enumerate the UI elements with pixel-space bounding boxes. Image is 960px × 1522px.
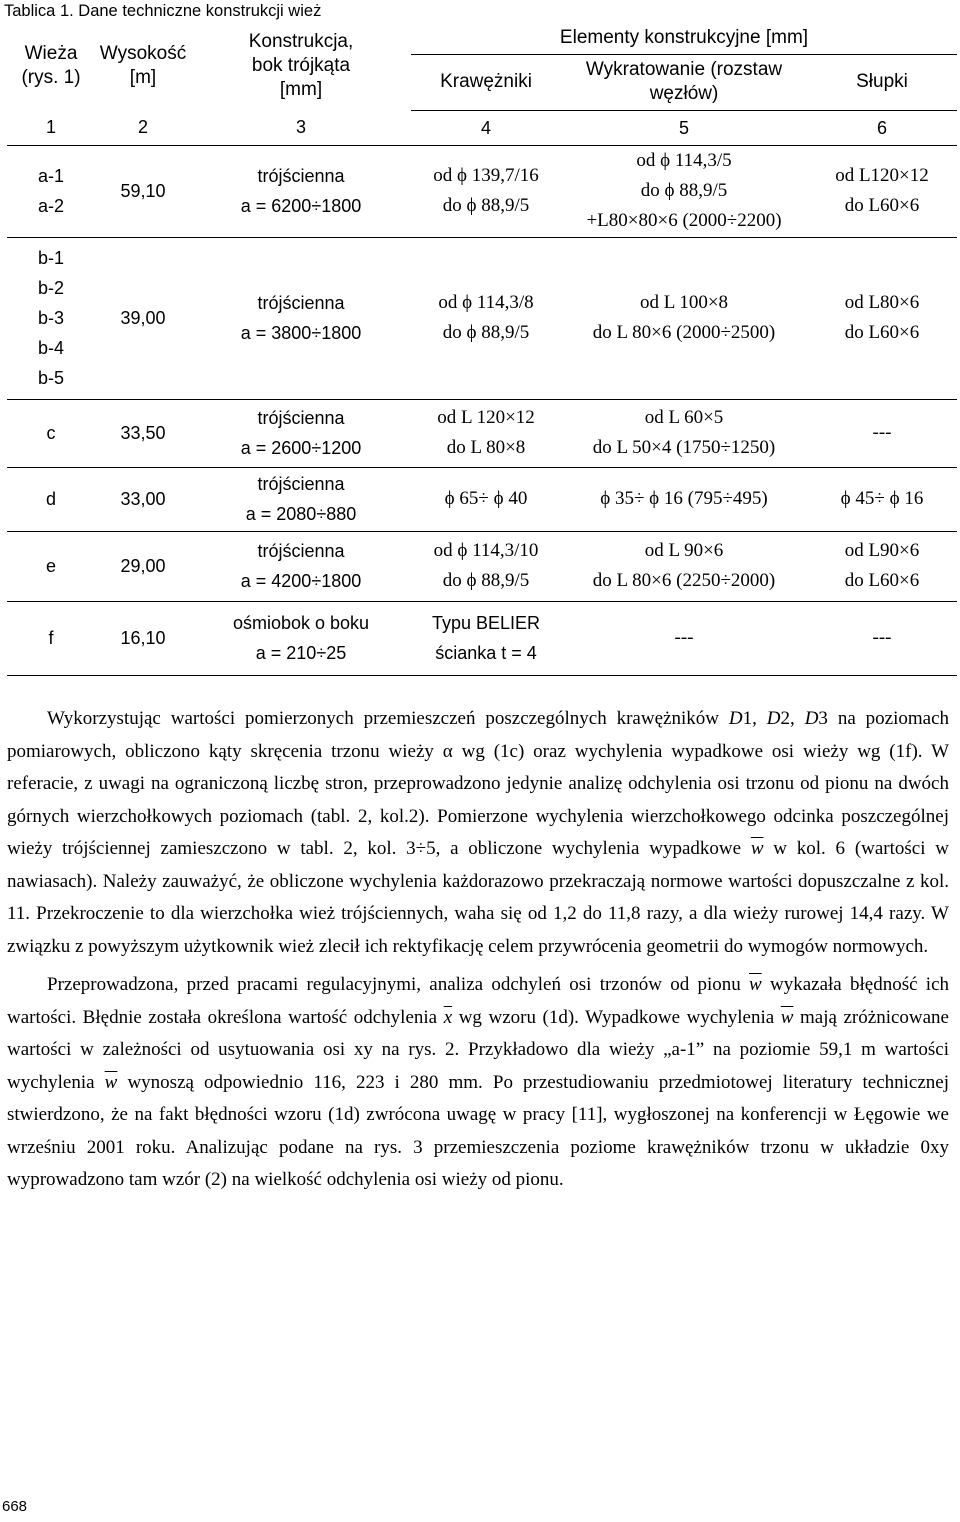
body-text <box>7 703 949 1197</box>
cell-tower: a-1 a-2 <box>7 145 95 237</box>
cell-height: 16,10 <box>95 601 191 675</box>
symbol-w: $\overline{w}$ <box>750 838 764 859</box>
symbol-w: $\overline{w}$ <box>749 974 762 995</box>
cell-lattice: --- <box>561 601 807 675</box>
col-number: 4 <box>411 110 561 145</box>
col-number: 2 <box>95 110 191 145</box>
cell-height: 39,00 <box>95 237 191 399</box>
paragraph-1: Wykorzystując wartości pomierzonych przemieszczeń poszczególnych krawężników D1, D2, D3 na poziomach pomiarowych, obliczono kąty skręcenia trzonu wieży α wg (1c) oraz wychylenia wypadkowe osi wieży wg (1f). W referacie, z uwagi na ograniczoną liczbę stron, przeprowadzono jedynie analizę odchylenia osi trzonu od pionu na dwóch górnych wierzchołkowych poziomach (tabl. 2, kol.2). Pomierzone wychylenia wierzchołkowego odcinka poszczególnej wieży trójściennej zamieszczono w tabl. 2, kol. 3÷5, a obliczone wychylenia wypadkowe $\overline{w}$ w kol. 6 (wartości w nawiasach). Należy zauważyć, że obliczone wychylenia każdorazowo przekraczają normowe wartości dopuszczalne z kol. 11. Przekroczenie to dla wierzchołka wież trójściennych, waha się od 1,2 do 11,8 razy, a dla wieży rurowej 14,4 razy. W związku z powyższym użytkownik wież zlecił ich rektyfikację celem przywrócenia geometrii do wymogów normowych. <box>7 708 950 957</box>
cell-posts: od L90×6 do L60×6 <box>807 531 957 601</box>
cell-height: 33,50 <box>95 399 191 467</box>
header-construction: Konstrukcja, bok trójkąta [mm] <box>248 31 354 100</box>
cell-posts: od L120×12 do L60×6 <box>807 145 957 237</box>
cell-height: 29,00 <box>95 531 191 601</box>
cell-posts: --- <box>807 601 957 675</box>
cell-height: 59,10 <box>95 145 191 237</box>
header-row-1 <box>7 22 957 54</box>
cell-tower: d <box>7 467 95 531</box>
cell-lattice: ϕ 35÷ ϕ 16 (795÷495) <box>561 467 807 531</box>
cell-construction: ośmiobok o boku a = 210÷25 <box>191 601 411 675</box>
header-elements: Elementy konstrukcyjne [mm] <box>411 22 957 54</box>
col-number: 1 <box>7 110 95 145</box>
cell-construction: trójścienna a = 2600÷1200 <box>191 399 411 467</box>
col-number: 3 <box>191 110 411 145</box>
symbol-w: $\overline{w}$ <box>104 1071 118 1093</box>
table-row <box>7 531 957 601</box>
cell-lattice: od L 90×6 do L 80×6 (2250÷2000) <box>561 531 807 601</box>
cell-construction: trójścienna a = 2080÷880 <box>191 467 411 531</box>
cell-kraw: od ϕ 139,7/16 do ϕ 88,9/5 <box>411 145 561 237</box>
symbol-x: $\overline{x}$ <box>443 1006 453 1028</box>
page-number: 668 <box>2 1498 28 1515</box>
table-row <box>7 467 957 531</box>
column-number-row <box>7 110 957 145</box>
cell-tower: f <box>7 601 95 675</box>
header-kraw: Krawężniki <box>411 54 561 110</box>
symbol-w: $\overline{w}$ <box>780 1006 794 1028</box>
header-height: Wysokość [m] <box>99 43 187 88</box>
cell-lattice: od L 100×8 do L 80×6 (2000÷2500) <box>561 237 807 399</box>
cell-height: 33,00 <box>95 467 191 531</box>
cell-lattice: od ϕ 114,3/5 do ϕ 88,9/5 +L80×80×6 (2000÷2200) <box>561 145 807 237</box>
cell-kraw: od L 120×12 do L 80×8 <box>411 399 561 467</box>
cell-construction: trójścienna a = 3800÷1800 <box>191 237 411 399</box>
header-tower: Wieża (rys. 1) <box>21 43 81 88</box>
cell-posts: od L80×6 do L60×6 <box>807 237 957 399</box>
cell-kraw: Typu BELIER ścianka t = 4 <box>411 601 561 675</box>
table-row <box>7 237 957 399</box>
table-row <box>7 399 957 467</box>
cell-kraw: od ϕ 114,3/10 do ϕ 88,9/5 <box>411 531 561 601</box>
cell-tower: c <box>7 399 95 467</box>
cell-tower: b-1 b-2 b-3 b-4 b-5 <box>7 237 95 399</box>
cell-posts: --- <box>807 399 957 467</box>
table-row <box>7 145 957 237</box>
cell-kraw: ϕ 65÷ ϕ 40 <box>411 467 561 531</box>
table-caption: Tablica 1. Dane techniczne konstrukcji wież <box>4 2 322 20</box>
header-lattice: Wykratowanie (rozstaw węzłów) <box>561 54 807 110</box>
header-posts: Słupki <box>807 54 957 110</box>
table-row <box>7 601 957 675</box>
cell-construction: trójścienna a = 4200÷1800 <box>191 531 411 601</box>
technical-data-table <box>7 22 957 676</box>
cell-posts: ϕ 45÷ ϕ 16 <box>807 467 957 531</box>
col-number: 5 <box>561 110 807 145</box>
cell-lattice: od L 60×5 do L 50×4 (1750÷1250) <box>561 399 807 467</box>
col-number: 6 <box>807 110 957 145</box>
paragraph-2: Przeprowadzona, przed pracami regulacyjnymi, analiza odchyleń osi trzonów od pionu $\overline{w}$ wykazała błędność ich wartości. Błędnie została określona wartość odchylenia $\overline{x}$ wg wzoru (1d). Wypadkowe wychylenia $\overline{w}$ mają zróżnicowane wartości w zależności od usytuowania osi xy na rys. 2. Przykładowo dla wieży „a-1” na poziomie 59,1 m wartości wychylenia $\overline{w}$ wynoszą odpowiednio 116, 223 i 280 mm. Po przestudiowaniu przedmiotowej literatury technicznej stwierdzono, że na fakt błędności wzoru (1d) zwrócona uwagę w pracy [11], wygłoszonej na konferencji w Łęgowie we wrześniu 2001 roku. Analizując podane na rys. 3 przemieszczenia poziome krawężników trzonu w układzie 0xy wyprowadzono tam wzór (2) na wielkość odchylenia osi wieży od pionu. <box>7 974 949 1190</box>
cell-tower: e <box>7 531 95 601</box>
cell-kraw: od ϕ 114,3/8 do ϕ 88,9/5 <box>411 237 561 399</box>
cell-construction: trójścienna a = 6200÷1800 <box>191 145 411 237</box>
